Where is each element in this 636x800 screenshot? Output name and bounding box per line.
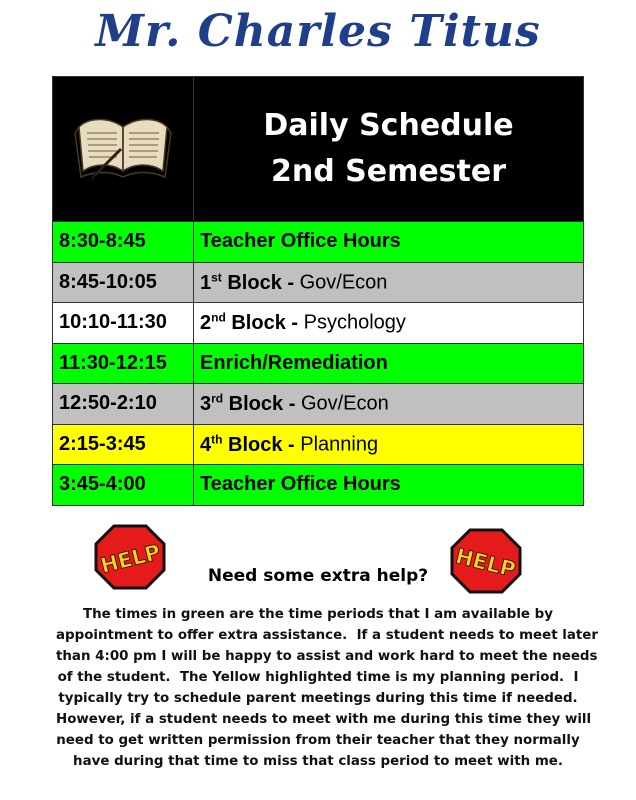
- block-label: [200, 269, 300, 294]
- block-label: [200, 431, 301, 456]
- schedule-row: [53, 424, 584, 465]
- block-label: [200, 393, 301, 415]
- schedule-subtitle: 2nd Semester: [270, 154, 507, 189]
- help-paragraph-line: The times in green are the time periods that I am available by: [82, 607, 553, 622]
- activity-cell: [194, 424, 584, 465]
- block-word: Block: [225, 312, 286, 335]
- block-number: 1: [200, 271, 212, 294]
- schedule-row: [53, 343, 584, 384]
- subject-label: Teacher Office Hours: [200, 230, 401, 253]
- time-cell: 10:10-11:30: [53, 303, 194, 344]
- subject-label: Enrich/Remediation: [200, 351, 388, 374]
- time-cell: 11:30-12:15: [53, 343, 194, 384]
- subject-label: Planning: [300, 433, 379, 456]
- subject-label: Psychology: [303, 312, 406, 335]
- help-paragraph-line: need to get written permission from their teacher that they normally: [56, 733, 580, 748]
- help-paragraph: [56, 604, 598, 772]
- block-ordinal-suffix: st: [211, 269, 222, 284]
- block-number: 2: [200, 312, 212, 335]
- help-paragraph-line: of the student. The Yellow highlighted time is my planning period. I: [57, 670, 579, 685]
- help-paragraph-line: However, if a student needs to meet with me during this time they will: [56, 712, 592, 727]
- block-dash: -: [285, 312, 304, 335]
- subject-label: Gov/Econ: [299, 271, 388, 294]
- schedule-row: [53, 384, 584, 425]
- help-paragraph-line: appointment to offer extra assistance. If a student needs to meet later: [56, 628, 598, 643]
- time-cell: 8:45-10:05: [53, 262, 194, 303]
- time-cell: 3:45-4:00: [53, 465, 194, 506]
- subject-label: Gov/Econ: [300, 393, 389, 416]
- activity-cell: [194, 465, 584, 506]
- activity-cell: [194, 384, 584, 425]
- subject-label: Teacher Office Hours: [200, 473, 401, 496]
- schedule-row: [53, 303, 584, 344]
- help-paragraph-line: typically try to schedule parent meetings during this time if needed.: [58, 691, 578, 706]
- block-dash: -: [282, 433, 301, 456]
- help-badge-right-text: HELP: [453, 543, 518, 582]
- schedule-header-row: [53, 77, 584, 222]
- time-cell: 12:50-2:10: [53, 384, 194, 425]
- help-paragraph-line: have during that time to miss that class period to meet with me.: [73, 754, 563, 769]
- schedule-row: [53, 222, 584, 263]
- block-dash: -: [281, 271, 300, 294]
- block-ordinal-suffix: nd: [211, 310, 226, 325]
- help-heading: Need some extra help?: [207, 566, 429, 586]
- schedule-title: Daily Schedule: [263, 108, 514, 143]
- block-dash: -: [283, 393, 301, 416]
- help-paragraph-line: than 4:00 pm I will be happy to assist and work hard to meet the needs: [56, 649, 598, 664]
- schedule-row: [53, 465, 584, 506]
- block-ordinal-suffix: rd: [211, 391, 224, 406]
- time-cell: 8:30-8:45: [53, 222, 194, 263]
- help-badge-left-text: HELP: [98, 539, 163, 578]
- activity-cell: [194, 222, 584, 263]
- time-cell: 2:15-3:45: [53, 424, 194, 465]
- activity-cell: [194, 262, 584, 303]
- page-title: Mr. Charles Titus: [95, 6, 541, 57]
- activity-cell: [194, 303, 584, 344]
- activity-cell: [194, 343, 584, 384]
- block-word: Block: [222, 433, 283, 456]
- block-label: [200, 312, 304, 334]
- schedule-table: [52, 76, 584, 506]
- block-word: Block: [223, 393, 284, 416]
- block-number: 4: [200, 433, 212, 456]
- open-book-icon: [73, 111, 173, 181]
- block-ordinal-suffix: th: [211, 431, 223, 446]
- book-icon-cell: [53, 77, 194, 222]
- schedule-rows: [53, 222, 584, 506]
- block-word: Block: [221, 271, 282, 294]
- schedule-title-cell: [194, 77, 584, 222]
- block-number: 3: [200, 393, 212, 416]
- schedule-row: [53, 262, 584, 303]
